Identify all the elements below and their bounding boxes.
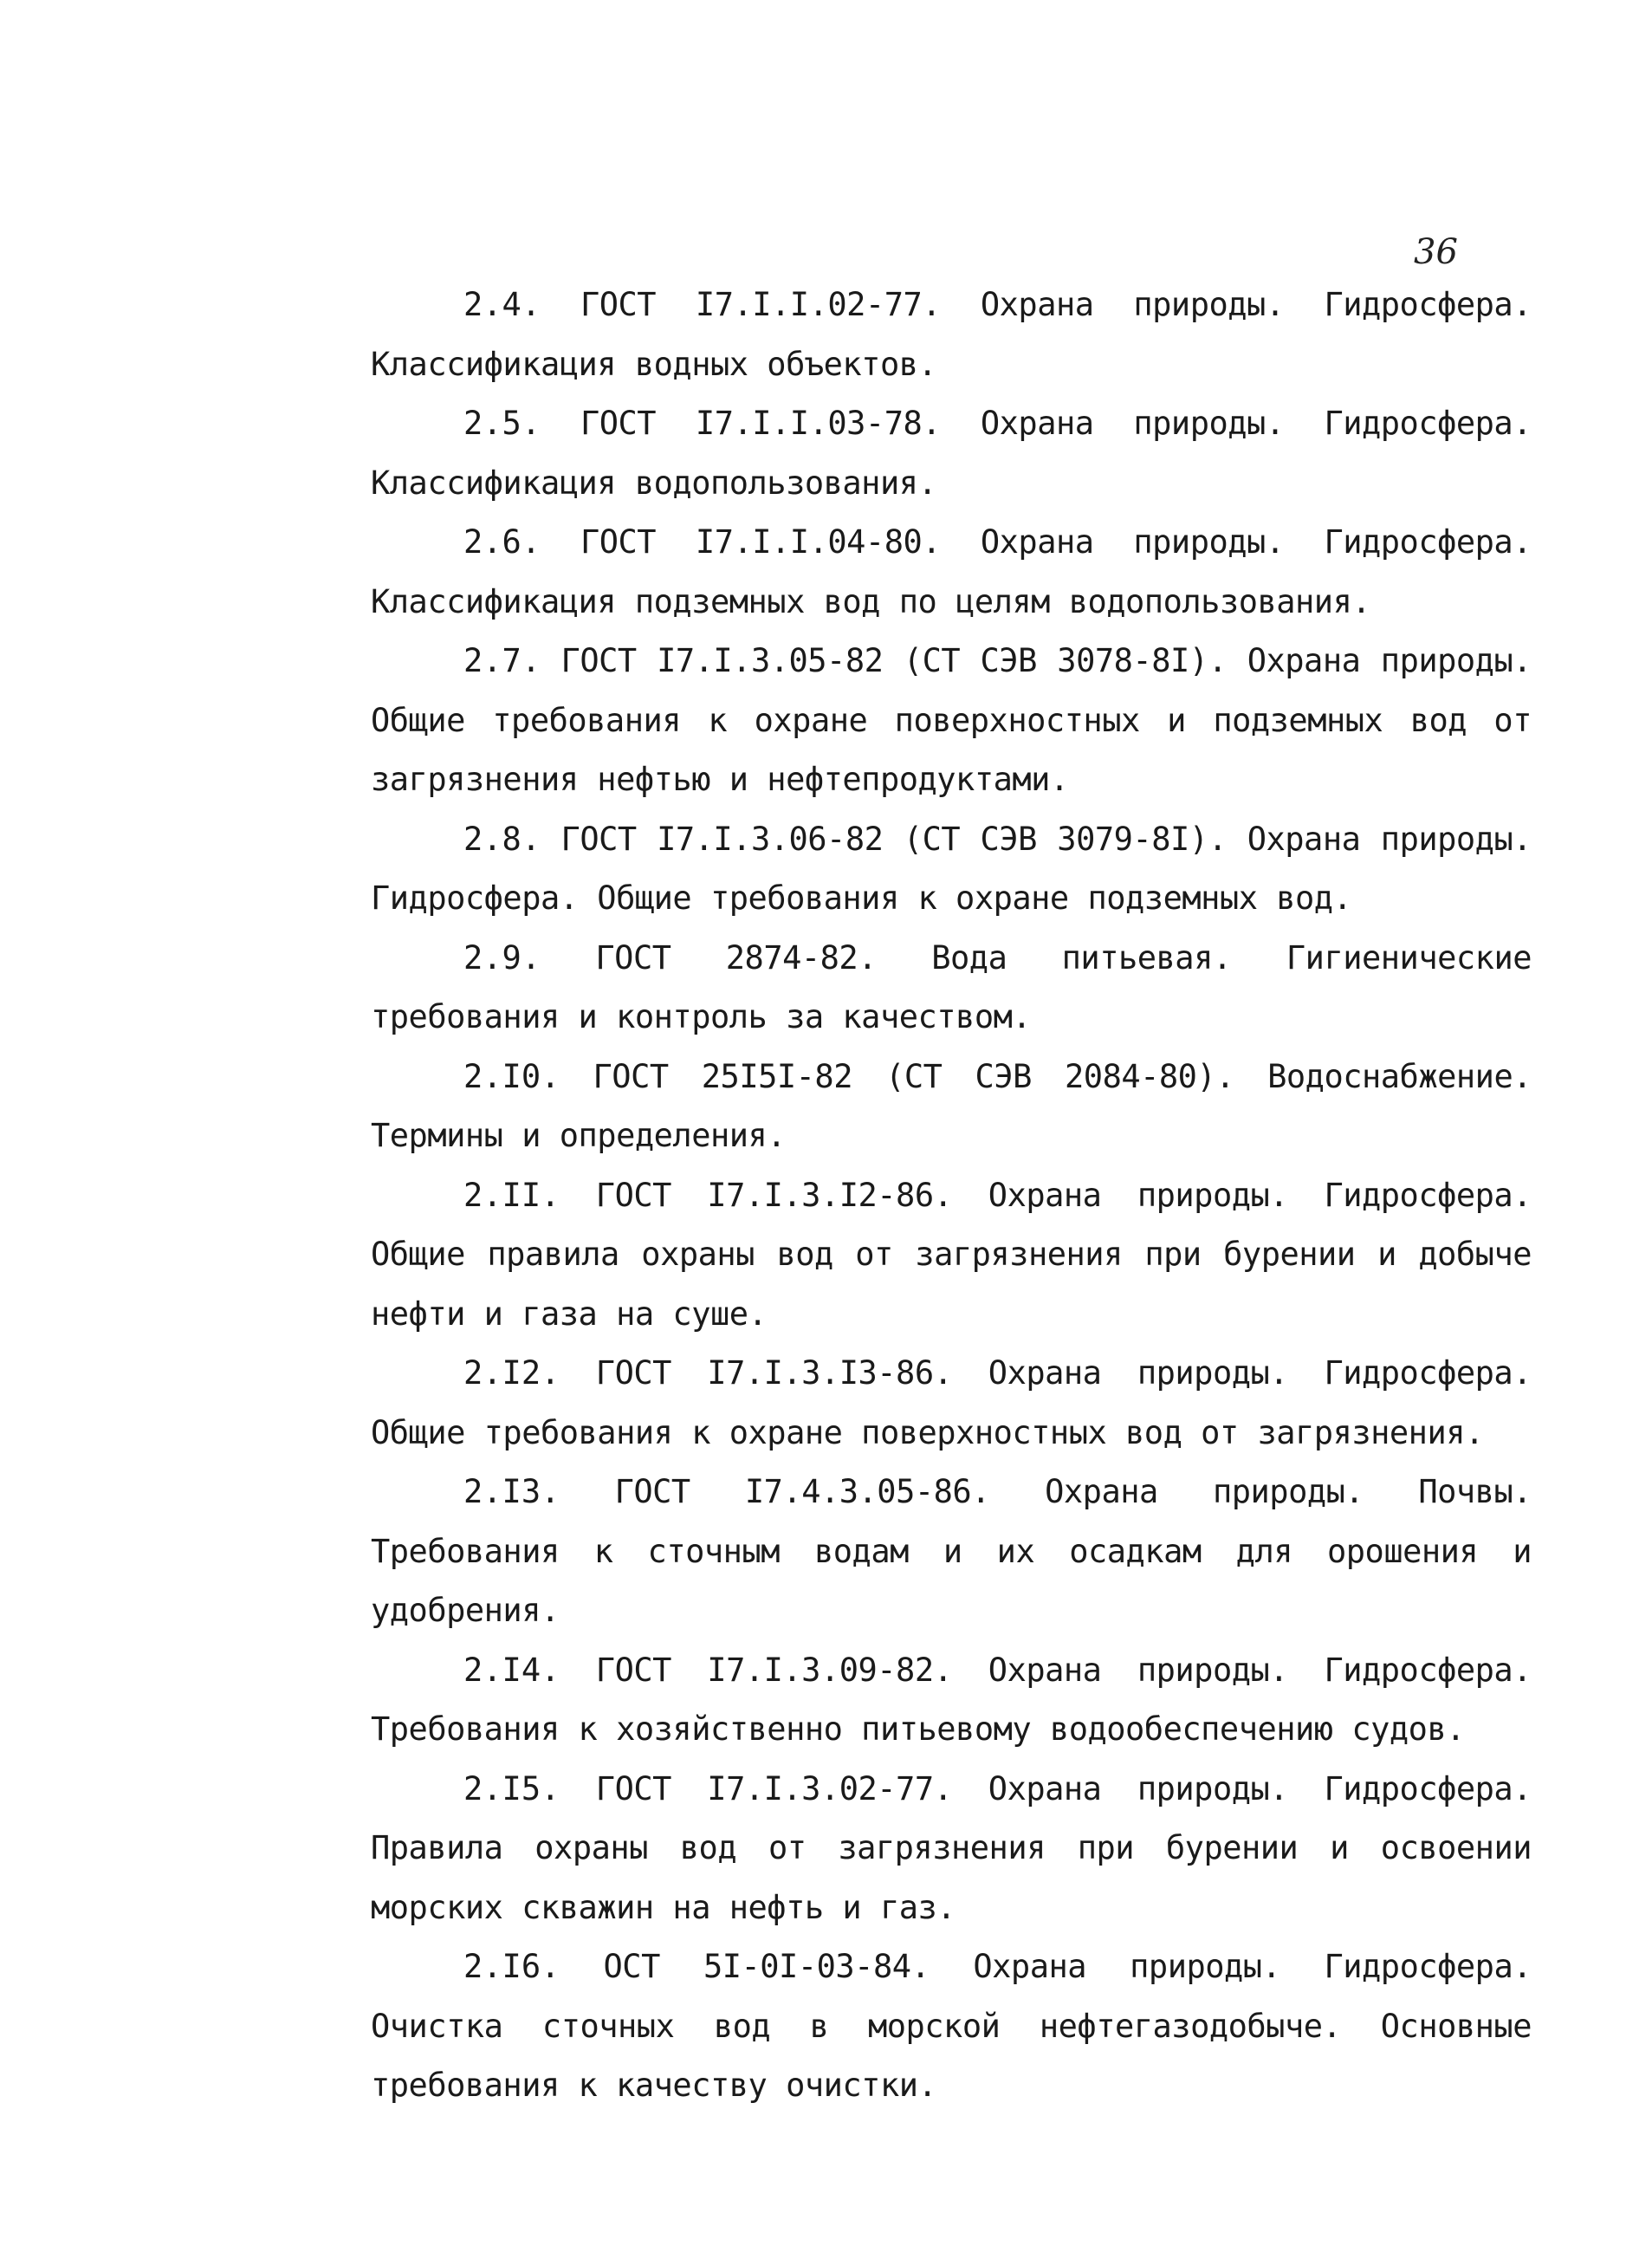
item-text: ГОСТ I7.I.I.04-80. Охрана природы. Гидросфера. Классификация подземных вод по целям водопользования. <box>371 523 1532 620</box>
list-item <box>371 1463 1532 1641</box>
item-number: 2.II. <box>463 1176 560 1214</box>
item-text: ГОСТ 2874-82. Вода питьевая. Гигиенические требования и контроль за качеством. <box>371 938 1532 1035</box>
list-item <box>371 276 1532 394</box>
item-text: ГОСТ I7.I.I.03-78. Охрана природы. Гидросфера. Классификация водопользования. <box>371 405 1532 502</box>
list-item <box>371 1937 1532 2116</box>
list-item <box>371 1760 1532 1938</box>
item-text: ОСТ 5I-0I-03-84. Охрана природы. Гидросфера. Очистка сточных вод в морской нефтегазодобыче. Основные требования к качеству очистки. <box>371 1948 1532 2104</box>
item-text: ГОСТ I7.I.3.I3-86. Охрана природы. Гидросфера. Общие требования к охране поверхностных вод от загрязнения. <box>371 1354 1532 1451</box>
list-item <box>371 1344 1532 1463</box>
item-text: ГОСТ I7.I.I.02-77. Охрана природы. Гидросфера. Классификация водных объектов. <box>371 286 1532 383</box>
item-number: 2.8. <box>463 820 541 858</box>
list-item <box>371 1166 1532 1345</box>
list-item <box>371 929 1532 1048</box>
item-text: ГОСТ I7.I.3.05-82 (СТ СЭВ 3078-8I). Охрана природы. Общие требования к охране поверхностных и подземных вод от загрязнения нефтью и нефтепродуктами. <box>371 642 1532 798</box>
item-number: 2.I6. <box>463 1948 560 1985</box>
item-text: ГОСТ 25I5I-82 (СТ СЭВ 2084-80). Водоснабжение. Термины и определения. <box>371 1057 1532 1154</box>
item-text: ГОСТ I7.4.3.05-86. Охрана природы. Почвы. Требования к сточным водам и их осадкам для орошения и удобрения. <box>371 1473 1532 1629</box>
item-text: ГОСТ I7.I.3.09-82. Охрана природы. Гидросфера. Требования к хозяйственно питьевому водообеспечению судов. <box>371 1651 1532 1748</box>
item-number: 2.7. <box>463 642 541 679</box>
item-number: 2.I3. <box>463 1473 560 1510</box>
item-number: 2.9. <box>463 938 541 977</box>
item-number: 2.6. <box>463 523 541 561</box>
list-item <box>371 632 1532 810</box>
item-number: 2.I5. <box>463 1769 560 1807</box>
item-text: ГОСТ I7.I.3.02-77. Охрана природы. Гидросфера. Правила охраны вод от загрязнения при бурении и освоении морских скважин на нефть и газ. <box>371 1769 1532 1926</box>
item-number: 2.I2. <box>463 1354 560 1392</box>
list-item <box>371 513 1532 632</box>
list-item <box>371 1641 1532 1760</box>
item-number: 2.I0. <box>463 1057 560 1095</box>
document-body <box>371 276 1532 2116</box>
page-number: 36 <box>1414 232 1458 272</box>
list-item <box>371 394 1532 513</box>
item-number: 2.I4. <box>463 1651 560 1689</box>
item-number: 2.4. <box>463 286 541 323</box>
item-text: ГОСТ I7.I.3.I2-86. Охрана природы. Гидросфера. Общие правила охраны вод от загрязнения при бурении и добыче нефти и газа на суше. <box>371 1176 1532 1333</box>
item-number: 2.5. <box>463 405 541 442</box>
list-item <box>371 1048 1532 1166</box>
list-item <box>371 810 1532 929</box>
item-text: ГОСТ I7.I.3.06-82 (СТ СЭВ 3079-8I). Охрана природы. Гидросфера. Общие требования к охране подземных вод. <box>371 820 1532 917</box>
